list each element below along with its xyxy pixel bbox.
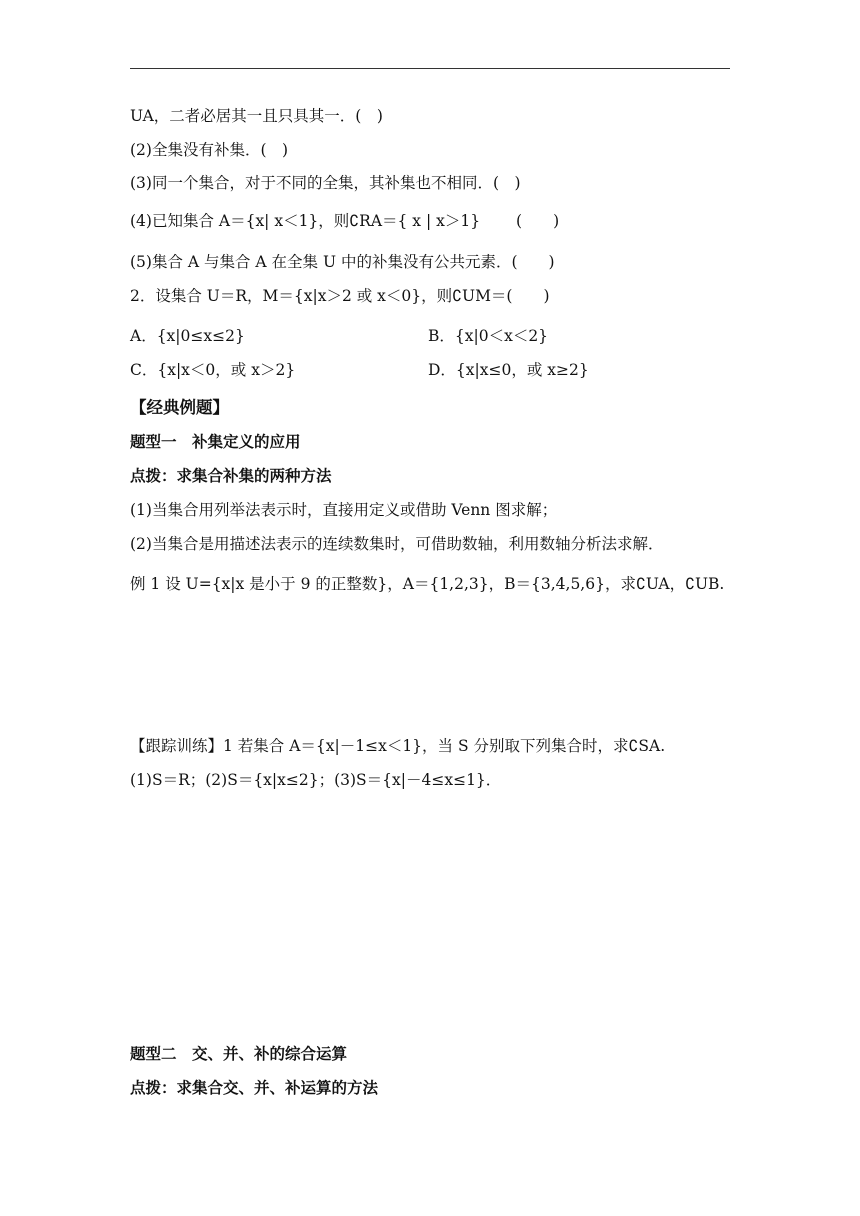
judgement-item-1-tail: UA，二者必居其一且只具其一．( )	[130, 107, 383, 125]
example-1: 例 1 设 U={x|x 是小于 9 的正整数}，A＝{1,2,3}，B＝{3,4,5,6}，求∁UA，∁UB.	[130, 575, 725, 593]
judgement-item-5: (5)集合 A 与集合 A 在全集 U 中的补集没有公共元素．( )	[130, 253, 555, 271]
follow-up-exercise-1-subparts: (1)S＝R；(2)S＝{x|x≤2}；(3)S＝{x|－4≤x≤1}．	[130, 771, 502, 789]
option-d: D．{x|x≤0，或 x≥2}	[428, 361, 589, 379]
tip-1-point-1: (1)当集合用列举法表示时，直接用定义或借助 Venn 图求解；	[130, 501, 558, 519]
tip-1-point-2: (2)当集合是用描述法表示的连续数集时，可借助数轴，利用数轴分析法求解．	[130, 535, 664, 553]
judgement-item-4: (4)已知集合 A＝{x| x＜1}，则∁RA＝{ x | x＞1} ( )	[130, 212, 560, 230]
follow-up-exercise-1: 【跟踪训练】1 若集合 A＝{x|－1≤x＜1}，当 S 分别取下列集合时，求∁SA.	[130, 737, 666, 755]
tip-1-heading: 点拨：求集合补集的两种方法	[130, 466, 332, 485]
option-b: B．{x|0＜x＜2}	[428, 327, 549, 345]
judgement-item-2: (2)全集没有补集．( )	[130, 141, 289, 159]
question-2: 2．设集合 U＝R，M＝{x|x＞2 或 x＜0}，则∁UM＝( )	[130, 287, 550, 305]
option-c: C．{x|x＜0，或 x＞2}	[130, 361, 296, 379]
section-heading-classic-examples: 【经典例题】	[130, 398, 229, 417]
option-a: A．{x|0≤x≤2}	[130, 327, 245, 345]
tip-2-heading: 点拨：求集合交、并、补运算的方法	[130, 1078, 379, 1097]
judgement-item-3: (3)同一个集合，对于不同的全集，其补集也不相同．( )	[130, 174, 521, 192]
type-1-heading: 题型一 补集定义的应用	[130, 432, 301, 451]
header-rule	[130, 68, 730, 69]
type-2-heading: 题型二 交、并、补的综合运算	[130, 1044, 348, 1063]
